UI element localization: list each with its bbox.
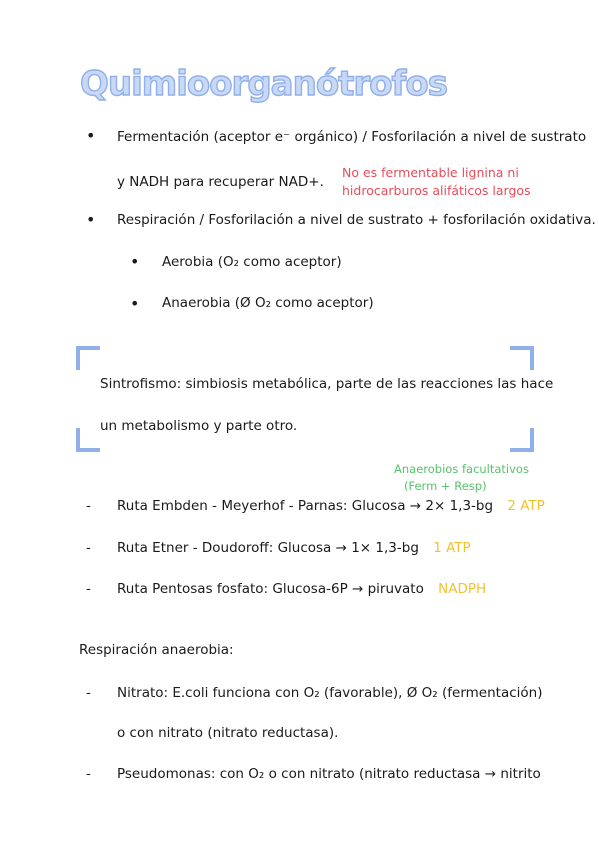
ruta-text: Ruta Etner - Doudoroff: Glucosa → 1× 1,3-bg [117, 540, 419, 556]
anaerobios-note-line2: (Ferm + Resp) [404, 479, 487, 493]
ruta-etner [117, 542, 471, 556]
ruta-highlight: NADPH [438, 581, 487, 597]
bracket-top-left [76, 346, 100, 370]
pseudomonas-line1: Pseudomonas: con O₂ o con nitrato (nitrato reductasa → nitrito [117, 766, 541, 782]
bracket-bottom-right [510, 428, 534, 452]
ruta-highlight: 1 ATP [433, 540, 471, 556]
anaerobios-note-line1: Anaerobios facultativos [394, 462, 529, 476]
item-dash: - [86, 685, 91, 701]
sub-bullet-marker: • [130, 294, 140, 313]
ruta-dash: - [86, 498, 91, 514]
fermentable-note-line2: hidrocarburos alifáticos largos [342, 183, 531, 198]
respiracion-anaerobia-heading: Respiración anaerobia: [79, 642, 234, 658]
aerobia-line: Aerobia (O₂ como aceptor) [162, 254, 342, 270]
fermentable-note-line1: No es fermentable lignina ni [342, 165, 519, 180]
bullet-marker: • [86, 126, 96, 145]
ruta-highlight: 2 ATP [507, 498, 545, 514]
ruta-text: Ruta Embden - Meyerhof - Parnas: Glucosa → 2× 1,3-bg [117, 498, 494, 514]
anaerobia-line: Anaerobia (Ø O₂ como aceptor) [162, 295, 374, 311]
ruta-embden [117, 500, 545, 514]
sub-bullet-marker: • [130, 252, 140, 271]
sintrofismo-line1: Sintrofismo: simbiosis metabólica, parte de las reacciones las hace [100, 376, 554, 392]
bullet-marker: • [86, 210, 96, 229]
ruta-dash: - [86, 581, 91, 597]
bracket-bottom-left [76, 428, 100, 452]
ruta-text: Ruta Pentosas fosfato: Glucosa-6P → piruvato [117, 581, 424, 597]
ruta-dash: - [86, 540, 91, 556]
nadh-line: y NADH para recuperar NAD+. [117, 174, 324, 190]
item-dash: - [86, 766, 91, 782]
fermentacion-line: Fermentación (aceptor e⁻ orgánico) / Fosforilación a nivel de sustrato [117, 129, 587, 145]
bracket-top-right [510, 346, 534, 370]
page-title: Quimioorganótrofos [80, 64, 447, 104]
ruta-pentosas [117, 583, 486, 597]
nitrato-line2: o con nitrato (nitrato reductasa). [117, 725, 339, 741]
nitrato-line1: Nitrato: E.coli funciona con O₂ (favorable), Ø O₂ (fermentación) [117, 685, 543, 701]
sintrofismo-line2: un metabolismo y parte otro. [100, 418, 298, 434]
respiracion-line: Respiración / Fosforilación a nivel de sustrato + fosforilación oxidativa. [117, 212, 596, 228]
